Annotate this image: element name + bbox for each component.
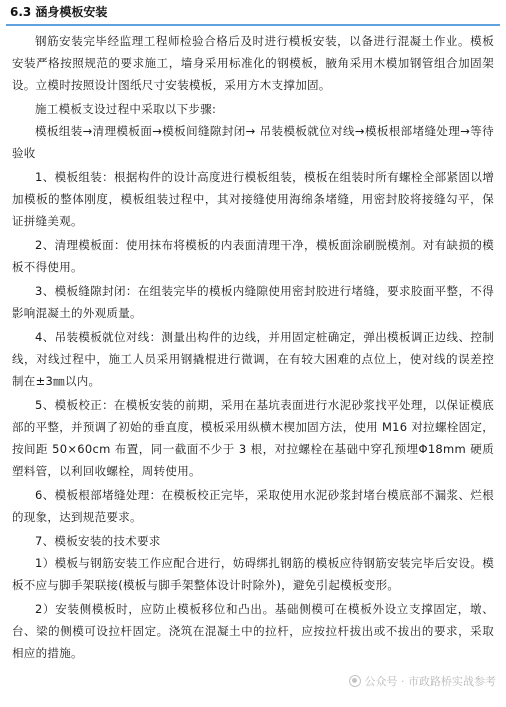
- paragraph-step-3: 3、模板缝隙封闭：在组装完毕的模板内缝隙使用密封胶进行堵缝，要求胶面平整，不得影响混凝土的外观质量。: [12, 284, 494, 320]
- paragraph-requirement-1: 1）模板与钢筋安装工作应配合进行，妨碍绑扎钢筋的模板应待钢筋安装完毕后安设。模板不应与脚手架联接(模板与脚手架整体设计时除外)，避免引起模板变形。: [12, 556, 494, 592]
- paragraph-step-2: 2、清理模板面：使用抹布将模板的内表面清理干净，模板面涂刷脱模剂。对有缺损的模板不得使用。: [12, 238, 494, 274]
- paragraph-step-5: 5、模板校正：在模板安装的前期，采用在基坑表面进行水泥砂浆找平处理，以保证模底部的平整，并预调了初始的垂直度，模板采用纵横木楔加固方法，使用 M16 对拉螺栓固定，按间距 50×60cm 布置，同一截面不少于 3 根，对拉螺栓在基础中穿孔预埋Φ18mm 硬质塑料管，以利回收螺栓，周转使用。: [12, 398, 494, 478]
- paragraph-step-1: 1、模板组装：根据构件的设计高度进行模板组装，模板在组装时所有螺栓全部紧固以增加模板的整体刚度，模板组装过程中，其对接缝使用海绵条堵缝，用密封胶将接缝勾平，保证拼缝美观。: [12, 170, 494, 228]
- wechat-official-account-icon: [349, 675, 361, 687]
- paragraph-steps-flow: 模板组装→清理模板面→模板间缝隙封闭→ 吊装模板就位对线→模板根部堵缝处理→等待验收: [12, 124, 494, 160]
- section-heading: 6.3 涵身模板安装: [10, 5, 108, 19]
- watermark-text: 公众号 · 市政路桥实战参考: [364, 675, 496, 688]
- heading-rule: [6, 24, 500, 26]
- paragraph-step-7-title: 7、模板安装的技术要求: [35, 534, 161, 548]
- paragraph-step-4: 4、吊装模板就位对线：测量出构件的边线，并用固定桩确定，弹出模板调正边线、控制线，对线过程中，施工人员采用钢撬棍进行微调，在有较大困难的点位上，使对线的误差控制在±3㎜以内。: [12, 330, 494, 388]
- paragraph-step-6: 6、模板根部堵缝处理：在模板校正完毕，采取使用水泥砂浆封堵台模底部不漏浆、烂根的现象，达到规范要求。: [12, 488, 494, 524]
- paragraph-steps-lead: 施工模板支设过程中采取以下步骤:: [35, 102, 217, 116]
- watermark: [349, 673, 497, 689]
- paragraph-intro: 钢筋安装完毕经监理工程师检验合格后及时进行模板安装，以备进行混凝土作业。模板安装严格按照规范的要求施工，墙身采用标准化的钢模板，腋角采用木模加钢管组合加固架设。立模时按照设计图纸尺寸安装模板，采用方木支撑加固。: [12, 34, 494, 92]
- paragraph-requirement-2: 2）安装侧模板时，应防止模板移位和凸出。基础侧模可在模板外设立支撑固定，墩、台、梁的侧模可设拉杆固定。浇筑在混凝土中的拉杆，应按拉杆拔出或不拔出的要求，采取相应的措施。: [12, 602, 494, 660]
